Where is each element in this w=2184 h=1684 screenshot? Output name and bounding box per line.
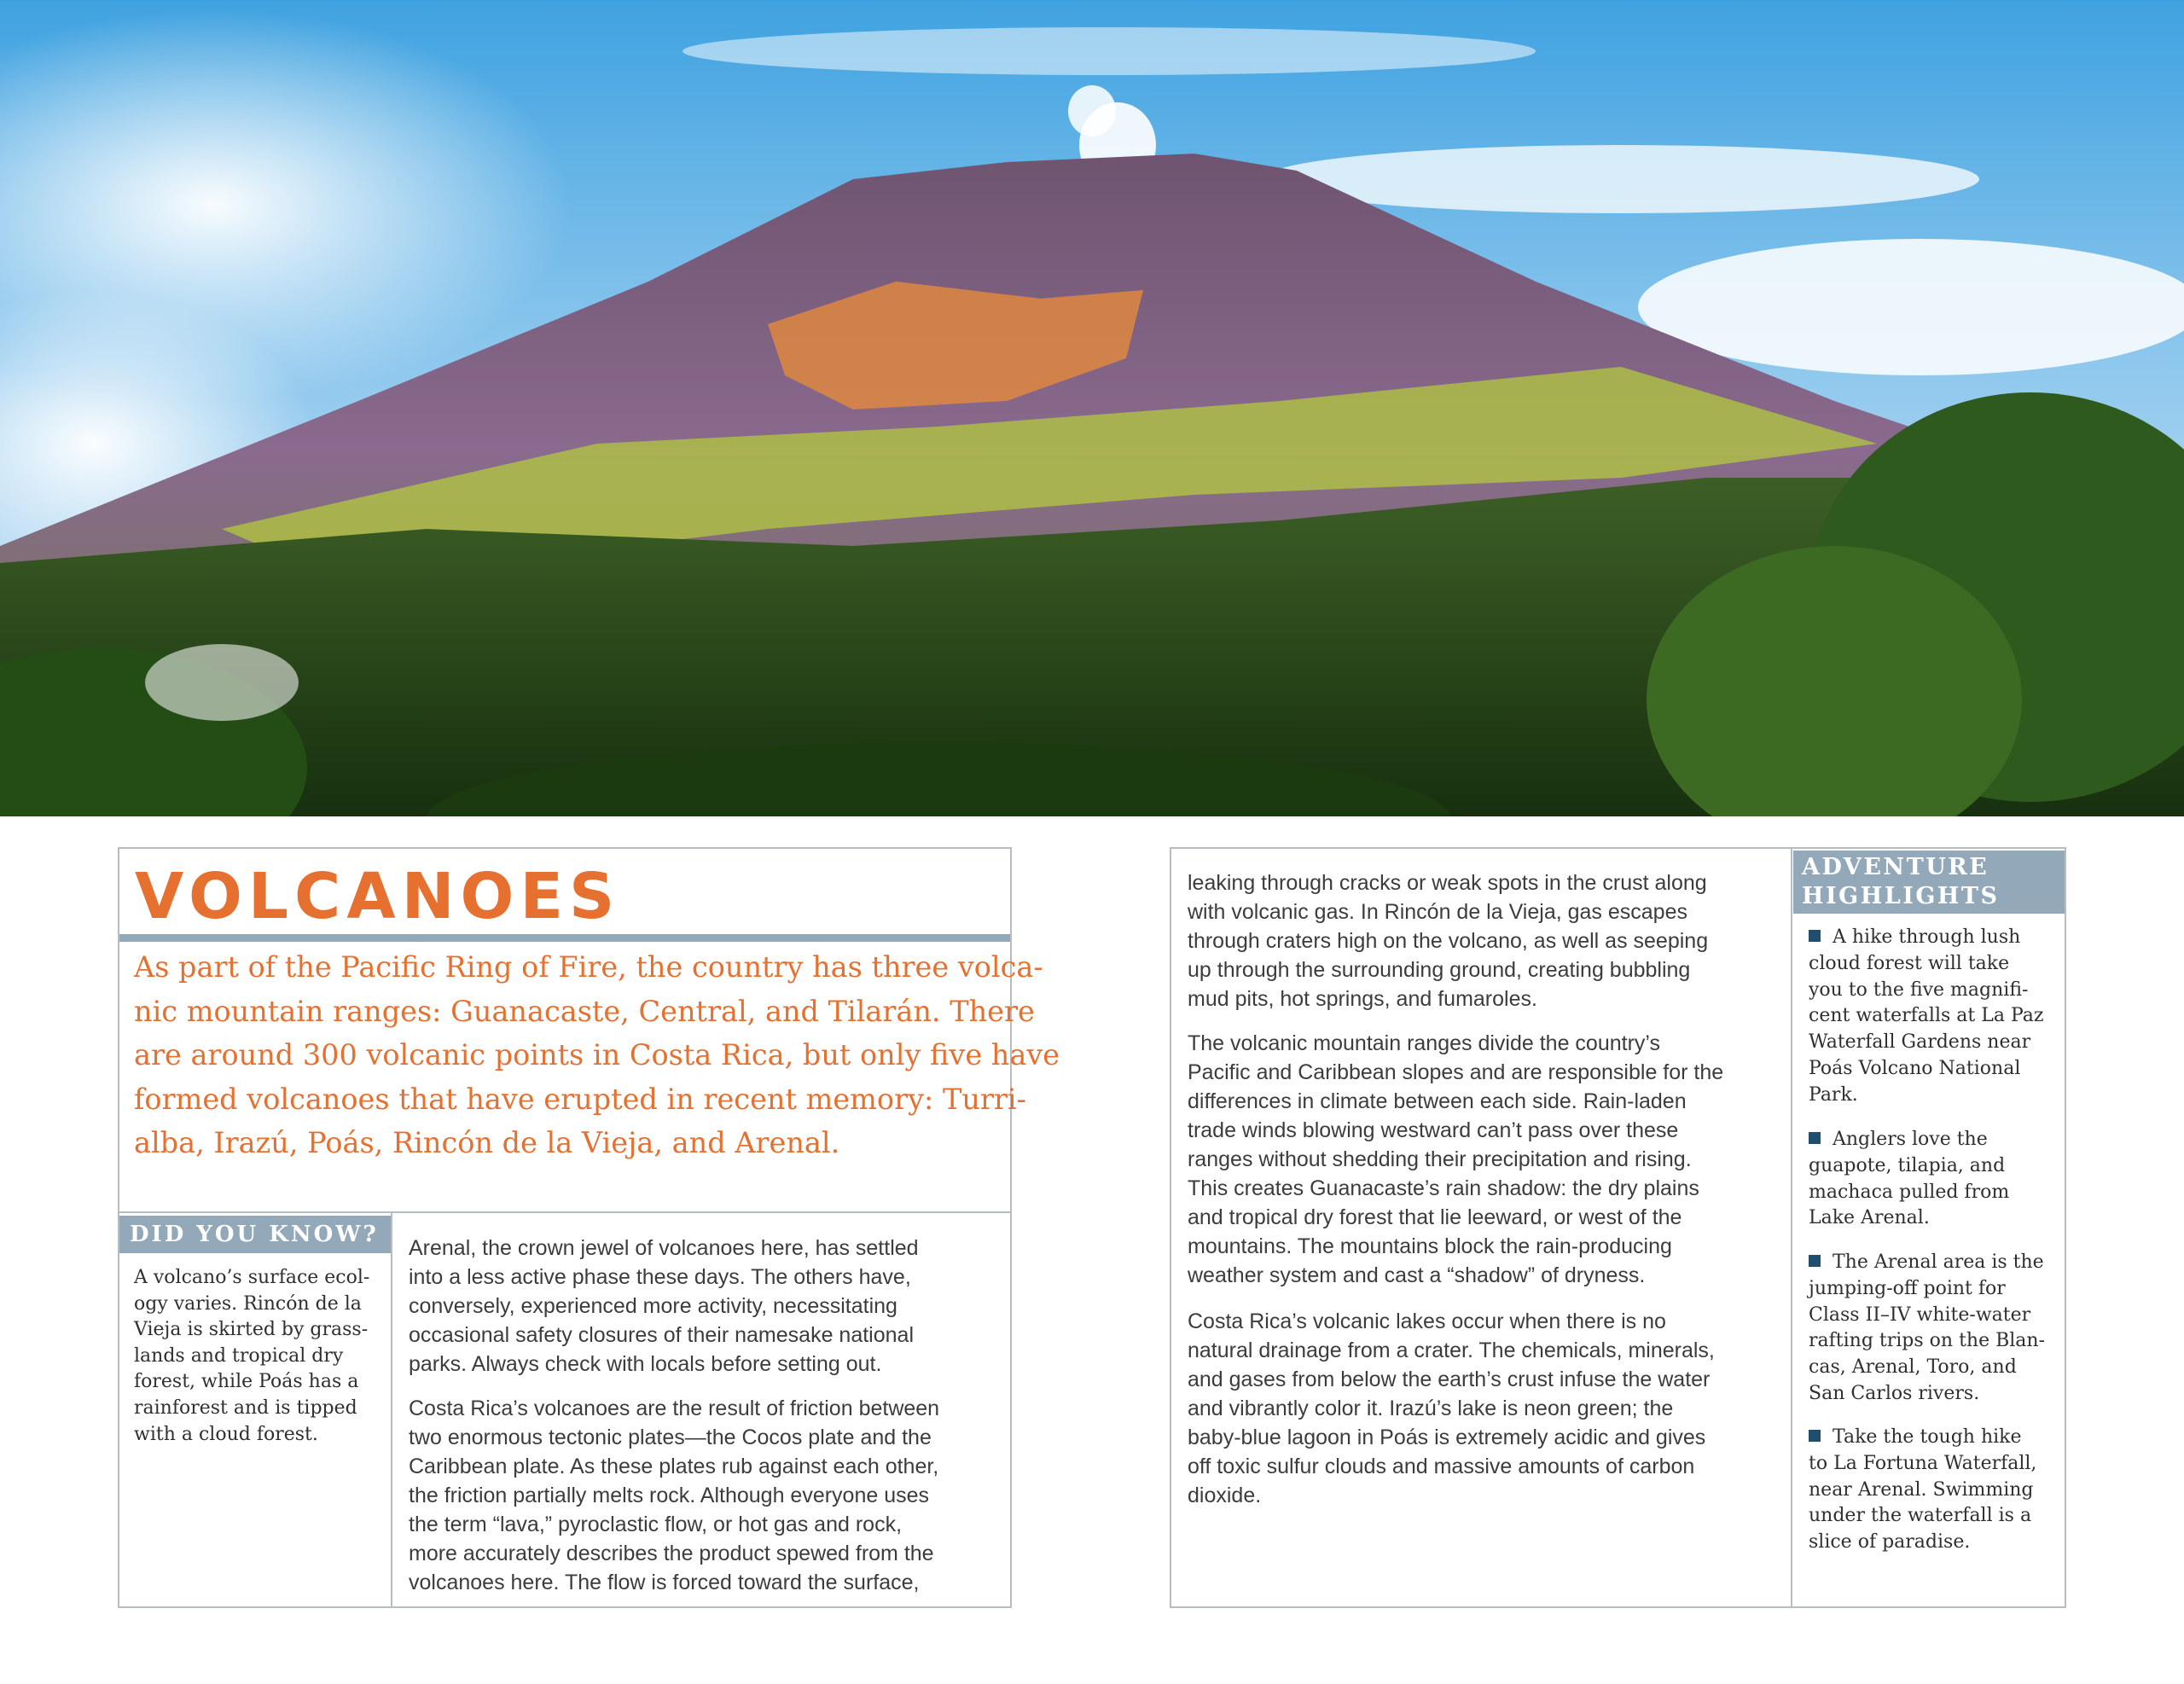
intro-line: formed volcanoes that have erupted in recent memory: Turri- <box>134 1082 1026 1116</box>
did-you-know-line: with a cloud forest. <box>134 1423 318 1445</box>
sidebar-divider <box>391 1211 392 1608</box>
body-line: The volcanic mountain ranges divide the country’s <box>1188 1031 1661 1055</box>
body-line: mountains. The mountains block the rain-producing <box>1188 1234 1672 1258</box>
highlight-line: The Arenal area is the <box>1833 1251 2044 1273</box>
highlight-line: Anglers love the <box>1833 1129 1988 1150</box>
body-line: two enormous tectonic plates—the Cocos plate and the <box>409 1426 932 1449</box>
title-divider <box>119 934 1010 942</box>
body-line: Costa Rica’s volcanoes are the result of friction between <box>409 1397 940 1420</box>
body-line: leaking through cracks or weak spots in the crust along <box>1188 871 1707 895</box>
highlight-line: slice of paradise. <box>1809 1531 1971 1553</box>
body-line: conversely, experienced more activity, necessitating <box>409 1294 897 1318</box>
intro-line: nic mountain ranges: Guanacaste, Central, and Tilarán. There <box>134 994 1035 1028</box>
adventure-highlights-heading <box>1793 851 2065 914</box>
did-you-know-line: lands and tropical dry <box>134 1344 344 1367</box>
body-line: and vibrantly color it. Irazú’s lake is neon green; the <box>1188 1397 1674 1420</box>
did-you-know-text <box>134 1265 381 1448</box>
square-bullet-icon <box>1809 1255 1821 1267</box>
body-line: more accurately describes the product spewed from the <box>409 1542 934 1565</box>
highlight-item <box>1809 1250 2056 1408</box>
highlight-line: Poás Volcano National <box>1809 1057 2021 1079</box>
body-line: Pacific and Caribbean slopes and are responsible for the <box>1188 1060 1724 1084</box>
body-column-right-p2 <box>1188 1029 1785 1290</box>
body-line: Costa Rica’s volcanic lakes occur when there is no <box>1188 1309 1666 1333</box>
did-you-know-line: forest, while Poás has a <box>134 1371 359 1393</box>
body-line: through craters high on the volcano, as well as seeping <box>1188 929 1709 953</box>
highlight-line: Take the tough hike <box>1833 1426 2022 1448</box>
highlights-divider <box>1791 847 1792 1608</box>
intro-paragraph <box>134 945 1060 1165</box>
highlight-line: under the waterfall is a <box>1809 1505 2032 1527</box>
highlight-line: jumping-off point for <box>1809 1277 2006 1299</box>
body-line: mud pits, hot springs, and fumaroles. <box>1188 987 1537 1011</box>
body-line: parks. Always check with locals before setting out. <box>409 1352 882 1376</box>
body-column-right-p3 <box>1188 1307 1785 1510</box>
highlight-item <box>1809 1127 2056 1232</box>
highlight-line: Waterfall Gardens near <box>1809 1031 2031 1054</box>
body-column-right-p1 <box>1188 868 1785 1013</box>
highlight-item <box>1809 1425 2056 1556</box>
highlight-line: machaca pulled from <box>1809 1181 2010 1203</box>
intro-line: are around 300 volcanic points in Costa Rica, but only five have <box>134 1038 1060 1071</box>
square-bullet-icon <box>1809 1132 1821 1144</box>
body-line: volcanoes here. The flow is forced toward the surface, <box>409 1571 920 1594</box>
did-you-know-heading: DID YOU KNOW? <box>119 1216 391 1253</box>
body-line: and gases from below the earth’s crust infuse the water <box>1188 1368 1711 1391</box>
heading-line: ADVENTURE <box>1802 854 1989 880</box>
intro-divider <box>118 1211 1012 1213</box>
body-line: dioxide. <box>1188 1484 1262 1507</box>
body-line: and tropical dry forest that lie leeward, or west of the <box>1188 1205 1682 1229</box>
square-bullet-icon <box>1809 930 1821 942</box>
body-line: the term “lava,” pyroclastic flow, or hot gas and rock, <box>409 1513 903 1536</box>
body-line: This creates Guanacaste’s rain shadow: the dry plains <box>1188 1176 1699 1200</box>
did-you-know-line: ogy varies. Rincón de la <box>134 1292 362 1315</box>
highlight-line: rafting trips on the Blan- <box>1809 1330 2046 1352</box>
body-line: off toxic sulfur clouds and massive amounts of carbon <box>1188 1455 1695 1478</box>
highlight-line: guapote, tilapia, and <box>1809 1154 2006 1176</box>
highlight-line: to La Fortuna Waterfall, <box>1809 1452 2037 1474</box>
body-line: the friction partially melts rock. Although everyone uses <box>409 1484 930 1507</box>
highlight-line: cas, Arenal, Toro, and <box>1809 1356 2017 1379</box>
body-line: weather system and cast a “shadow” of dryness. <box>1188 1263 1646 1287</box>
body-line: ranges without shedding their precipitation and rising. <box>1188 1147 1692 1171</box>
body-line: up through the surrounding ground, creating bubbling <box>1188 958 1691 982</box>
body-line: occasional safety closures of their namesake national <box>409 1323 914 1347</box>
body-line: Arenal, the crown jewel of volcanoes here, has settled <box>409 1236 919 1260</box>
highlight-line: Park. <box>1809 1083 1858 1106</box>
highlight-line: cent waterfalls at La Paz <box>1809 1005 2044 1027</box>
body-line: differences in climate between each side. Rain-laden <box>1188 1089 1687 1113</box>
body-line: trade winds blowing westward can’t pass over these <box>1188 1118 1679 1142</box>
highlight-line: you to the five magnifi- <box>1809 978 2029 1001</box>
body-line: into a less active phase these days. The others have, <box>409 1265 911 1289</box>
did-you-know-line: Vieja is skirted by grass- <box>134 1319 369 1341</box>
did-you-know-line: A volcano’s surface ecol- <box>134 1267 370 1288</box>
highlight-line: A hike through lush <box>1833 926 2021 948</box>
square-bullet-icon <box>1809 1430 1821 1442</box>
highlight-line: near Arenal. Swimming <box>1809 1478 2034 1501</box>
highlight-line: Class II–IV white-water <box>1809 1304 2031 1326</box>
body-line: natural drainage from a crater. The chemicals, minerals, <box>1188 1338 1715 1362</box>
did-you-know-line: rainforest and is tipped <box>134 1397 357 1419</box>
page-title: VOLCANOES <box>135 860 621 933</box>
highlight-line: cloud forest will take <box>1809 952 2010 974</box>
intro-line: alba, Irazú, Poás, Rincón de la Vieja, and Arenal. <box>134 1126 840 1159</box>
body-line: baby-blue lagoon in Poás is extremely acidic and gives <box>1188 1426 1706 1449</box>
intro-line: As part of the Pacific Ring of Fire, the country has three volca- <box>134 950 1043 984</box>
highlight-item <box>1809 925 2056 1109</box>
highlight-line: San Carlos rivers. <box>1809 1382 1980 1404</box>
body-column-left-p1 <box>409 1234 1006 1379</box>
body-line: with volcanic gas. In Rincón de la Vieja, gas escapes <box>1188 900 1687 924</box>
body-line: Caribbean plate. As these plates rub against each other, <box>409 1455 939 1478</box>
volcano-photo <box>0 0 2184 816</box>
body-column-left-p2 <box>409 1394 1006 1597</box>
heading-line: HIGHLIGHTS <box>1802 883 2000 909</box>
highlight-line: Lake Arenal. <box>1809 1207 1930 1229</box>
